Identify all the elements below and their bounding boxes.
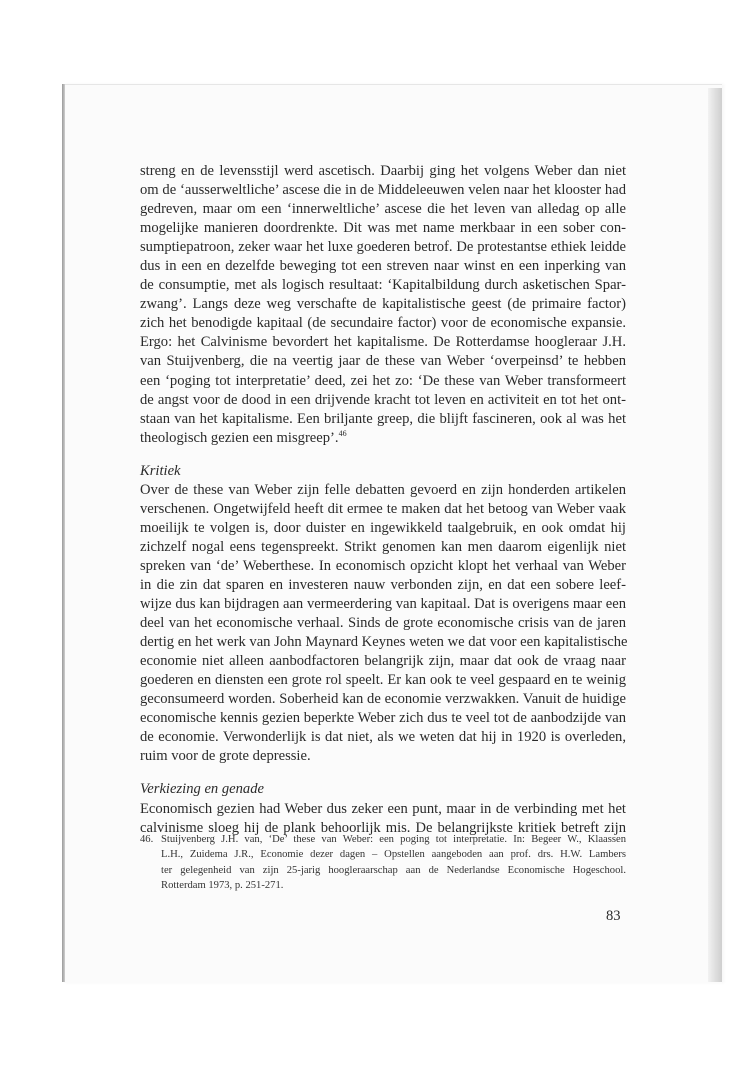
footnote-line: Rotterdam 1973, p. 251-271. xyxy=(161,880,284,892)
text-line: verschenen. Ongetwijfeld heeft dit ermee te maken dat het betoog van Weber vaak xyxy=(140,500,626,517)
page-binding-edge xyxy=(62,84,65,982)
text-line: moeilijk te volgen is, door duister en ingewikkeld taalgebruik, en ook omdat hij xyxy=(140,519,626,536)
footnote-number: 46. xyxy=(140,834,154,845)
footnote-text xyxy=(161,832,626,894)
text-line: in die zin dat sparen en investeren nauw verbonden zijn, en dat een sobere leef- xyxy=(140,576,626,593)
paragraph-1 xyxy=(140,162,626,448)
page-number: 83 xyxy=(606,908,621,924)
text-line: zich het benodigde kapitaal (de secundaire factor) voor de economische expansie. xyxy=(140,315,626,332)
body-text xyxy=(140,162,626,838)
footnote-line: L.H., Zuidema J.R., Economie dezer dagen – Opstellen aangeboden aan prof. drs. H.W. Lambers xyxy=(161,849,626,861)
text-line: zwang’. Langs deze weg verschafte de kapitalistische geest (de primaire factor) xyxy=(140,296,626,313)
text-line: spreken van ‘de’ Weberthese. In economisch opzicht klopt het verhaal van Weber xyxy=(140,557,626,574)
text-line: gedreven, maar om een ‘innerweltliche’ ascese die het leven van alledag op alle xyxy=(140,201,626,218)
text-line: van Stuijvenberg, die na veertig jaar de these van Weber ‘overpeinsd’ te hebben xyxy=(140,353,626,370)
text-line: de angst voor de dood in een drijvende kracht tot leven en activiteit en tot het ont- xyxy=(140,391,626,408)
text-line: geconsumeerd worden. Soberheid kan de economie verzwakken. Vanuit de huidige xyxy=(140,691,626,708)
section-heading-verkiezing-en-genade: Verkiezing en genade xyxy=(140,781,265,798)
footnote-entry xyxy=(140,832,626,894)
text-line: Ergo: het Calvinisme bevordert het kapitalisme. De Rotterdamse hoogleraar J.H. xyxy=(140,334,626,351)
text-line: dus in een en dezelfde beweging tot een streven naar winst en een inperking van xyxy=(140,258,626,275)
text-line: ruim voor de grote depressie. xyxy=(140,748,311,765)
text-line: wijze dus kan bijdragen aan vermeerdering van kapitaal. Dat is overigens maar een xyxy=(140,596,626,613)
text-line: economie niet alleen aanbodfactoren belangrijk zijn, maar dat ook de vraag naar xyxy=(140,653,626,670)
text-line: staan van het kapitalisme. Een briljante greep, die blijft fascineren, ook al was het xyxy=(140,410,626,427)
footnote-line: Stuijvenberg J.H. van, ‘De’ these van Weber: een poging tot interpretatie. In: Begeer W., Klaassen xyxy=(161,834,626,845)
text-line: Economisch gezien had Weber dus zeker een punt, maar in de verbinding met het xyxy=(140,800,626,817)
text-line: de economie. Verwonderlijk is dat niet, als we weten dat hij in 1920 is overleden, xyxy=(140,729,626,746)
text-line: dertig en het werk van John Maynard Keynes weten we dat voor een kapitalistische xyxy=(140,634,628,651)
text-line-content: theologisch gezien een misgreep’. xyxy=(140,429,339,446)
text-line: deel van het economische verhaal. Sinds de grote economische crisis van de jaren xyxy=(140,615,626,632)
footnote xyxy=(140,832,626,894)
text-line: mogelijke manieren doordrenkte. Dit was met name merkbaar in een sober con- xyxy=(140,220,626,237)
section-heading-kritiek: Kritiek xyxy=(140,462,181,479)
page-right-edge xyxy=(708,88,722,982)
text-line: streng en de levensstijl werd ascetisch. Daarbij ging het volgens Weber dan niet xyxy=(140,163,626,179)
text-line xyxy=(140,429,626,448)
paragraph-2 xyxy=(140,481,626,767)
text-line: sumptiepatroon, zeker waar het luxe goederen betrof. De protestantse ethiek leidde xyxy=(140,239,626,256)
footnote-reference[interactable]: 46 xyxy=(338,428,347,438)
text-line: om de ‘ausserweltliche’ ascese die in de Middeleeuwen velen naar het klooster had xyxy=(140,182,626,199)
text-line: de consumptie, met als logisch resultaat: ‘Kapitalbildung durch asketischen Spar- xyxy=(140,277,626,294)
text-line: een ‘poging tot interpretatie’ deed, zei het zo: ‘De these van Weber transformeert xyxy=(140,372,626,389)
text-line: goederen en diensten een grote rol speelt. Er kan ook te veel gespaard en te weinig xyxy=(140,672,626,689)
text-line: Over de these van Weber zijn felle debatten gevoerd en zijn honderden artikelen xyxy=(140,481,626,498)
text-line: zichzelf nogal eens tegenspreekt. Strikt genomen kan men daarom eigenlijk niet xyxy=(140,538,626,555)
footnote-line: ter gelegenheid van zijn 25-jarig hoogleraarschap aan de Nederlandse Economische Hogeschool. xyxy=(161,864,626,876)
text-line: economische kennis gezien beperkte Weber zich dus te veel tot de aanbodzijde van xyxy=(140,710,626,727)
text-line: calvinisme sloeg hij de plank behoorlijk mis. De belangrijkste kritiek betreft zijn xyxy=(140,819,626,836)
